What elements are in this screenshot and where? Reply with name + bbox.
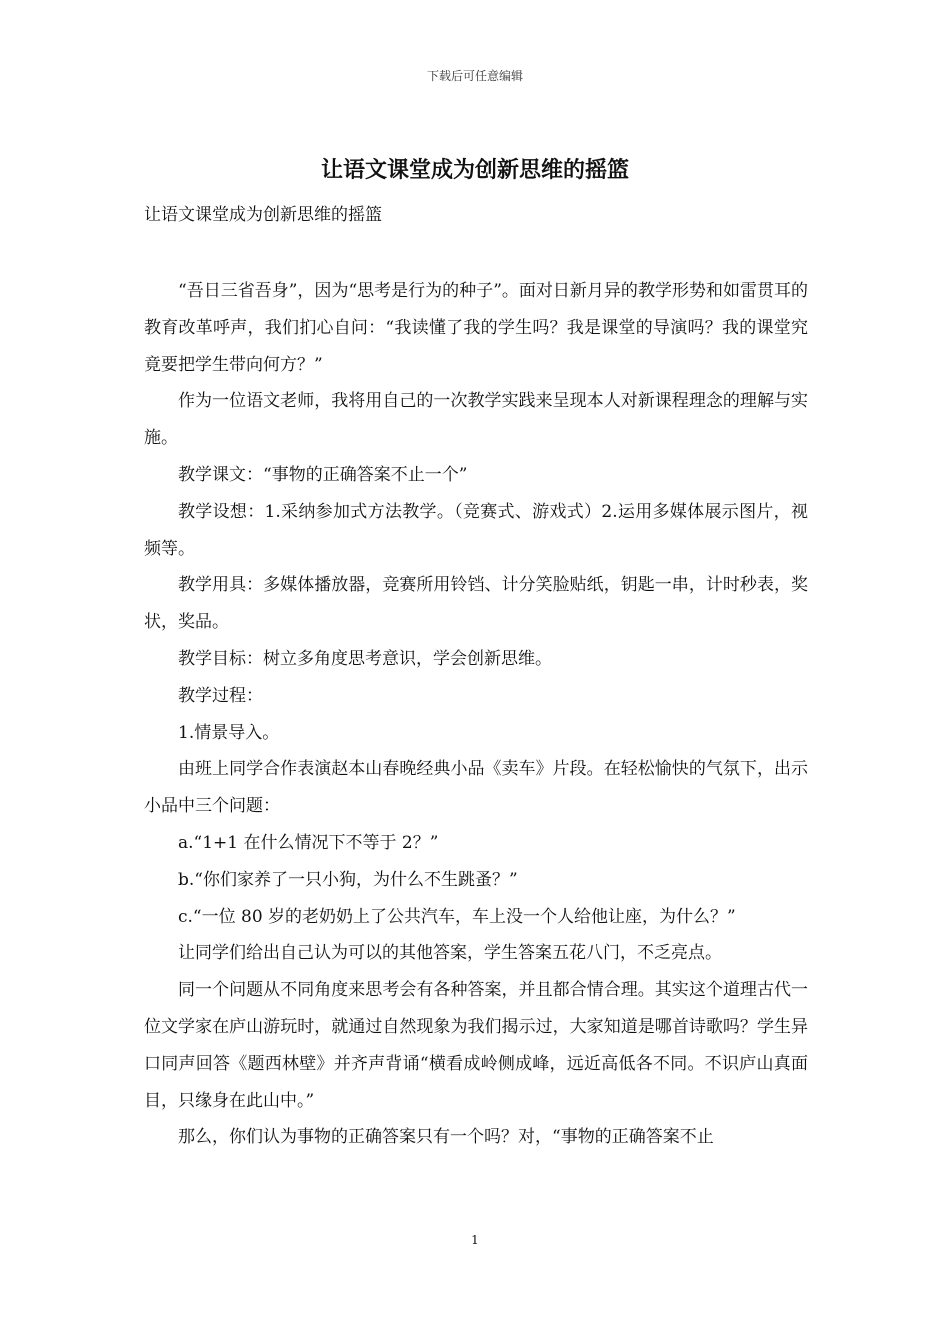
paragraph: 作为一位语文老师，我将用自己的一次教学实践来呈现本人对新课程理念的理解与实施。 [144,391,808,449]
document-body [144,273,808,1156]
paragraph: c.“一位 80 岁的老奶奶上了公共汽车，车上没一个人给他让座，为什么？” [178,906,736,927]
paragraph: 教学设想：1.采纳参加式方法教学。（竞赛式、游戏式）2.运用多媒体展示图片，视频等。 [144,501,808,559]
paragraph: 1.情景导入。 [178,722,280,743]
paragraph: 教学课文：“事物的正确答案不止一个” [178,464,468,485]
paragraph: 同一个问题从不同角度来思考会有各种答案，并且都合情合理。其实这个道理古代一位文学家在庐山游玩时，就通过自然现象为我们揭示过，大家知道是哪首诗歌吗？学生异口同声回答《题西林壁》并齐声背诵“横看成岭侧成峰，远近高低各不同。不识庐山真面目，只缘身在此山中。” [144,980,808,1111]
paragraph: 让同学们给出自己认为可以的其他答案，学生答案五花八门，不乏亮点。 [178,943,722,964]
page-number: 1 [471,1233,479,1247]
header-note: 下载后可任意编辑 [426,69,523,83]
paragraph: 教学用具：多媒体播放器，竞赛所用铃铛、计分笑脸贴纸，钥匙一串，计时秒表，奖状，奖品。 [144,575,808,633]
paragraph: 那么，你们认为事物的正确答案只有一个吗？对，“事物的正确答案不止 [178,1127,714,1148]
paragraph: “吾日三省吾身”，因为“思考是行为的种子”。面对日新月异的教学形势和如雷贯耳的教育改革呼声，我们扪心自问：“我读懂了我的学生吗？我是课堂的导演吗？我的课堂究竟要把学生带向何方？” [144,281,808,375]
paragraph: 教学目标：树立多角度思考意识，学会创新思维。 [178,648,552,669]
paragraph: b.“你们家养了一只小狗，为什么不生跳蚤？” [178,869,518,890]
document-subtitle: 让语文课堂成为创新思维的摇篮 [144,205,382,225]
paragraph: 由班上同学合作表演赵本山春晚经典小品《卖车》片段。在轻松愉快的气氛下，出示小品中三个问题： [144,759,808,817]
paragraph: 教学过程： [178,685,263,706]
document-title: 让语文课堂成为创新思维的摇篮 [320,158,629,183]
paragraph: a.“1+1 在什么情况下不等于 2？” [178,832,439,853]
